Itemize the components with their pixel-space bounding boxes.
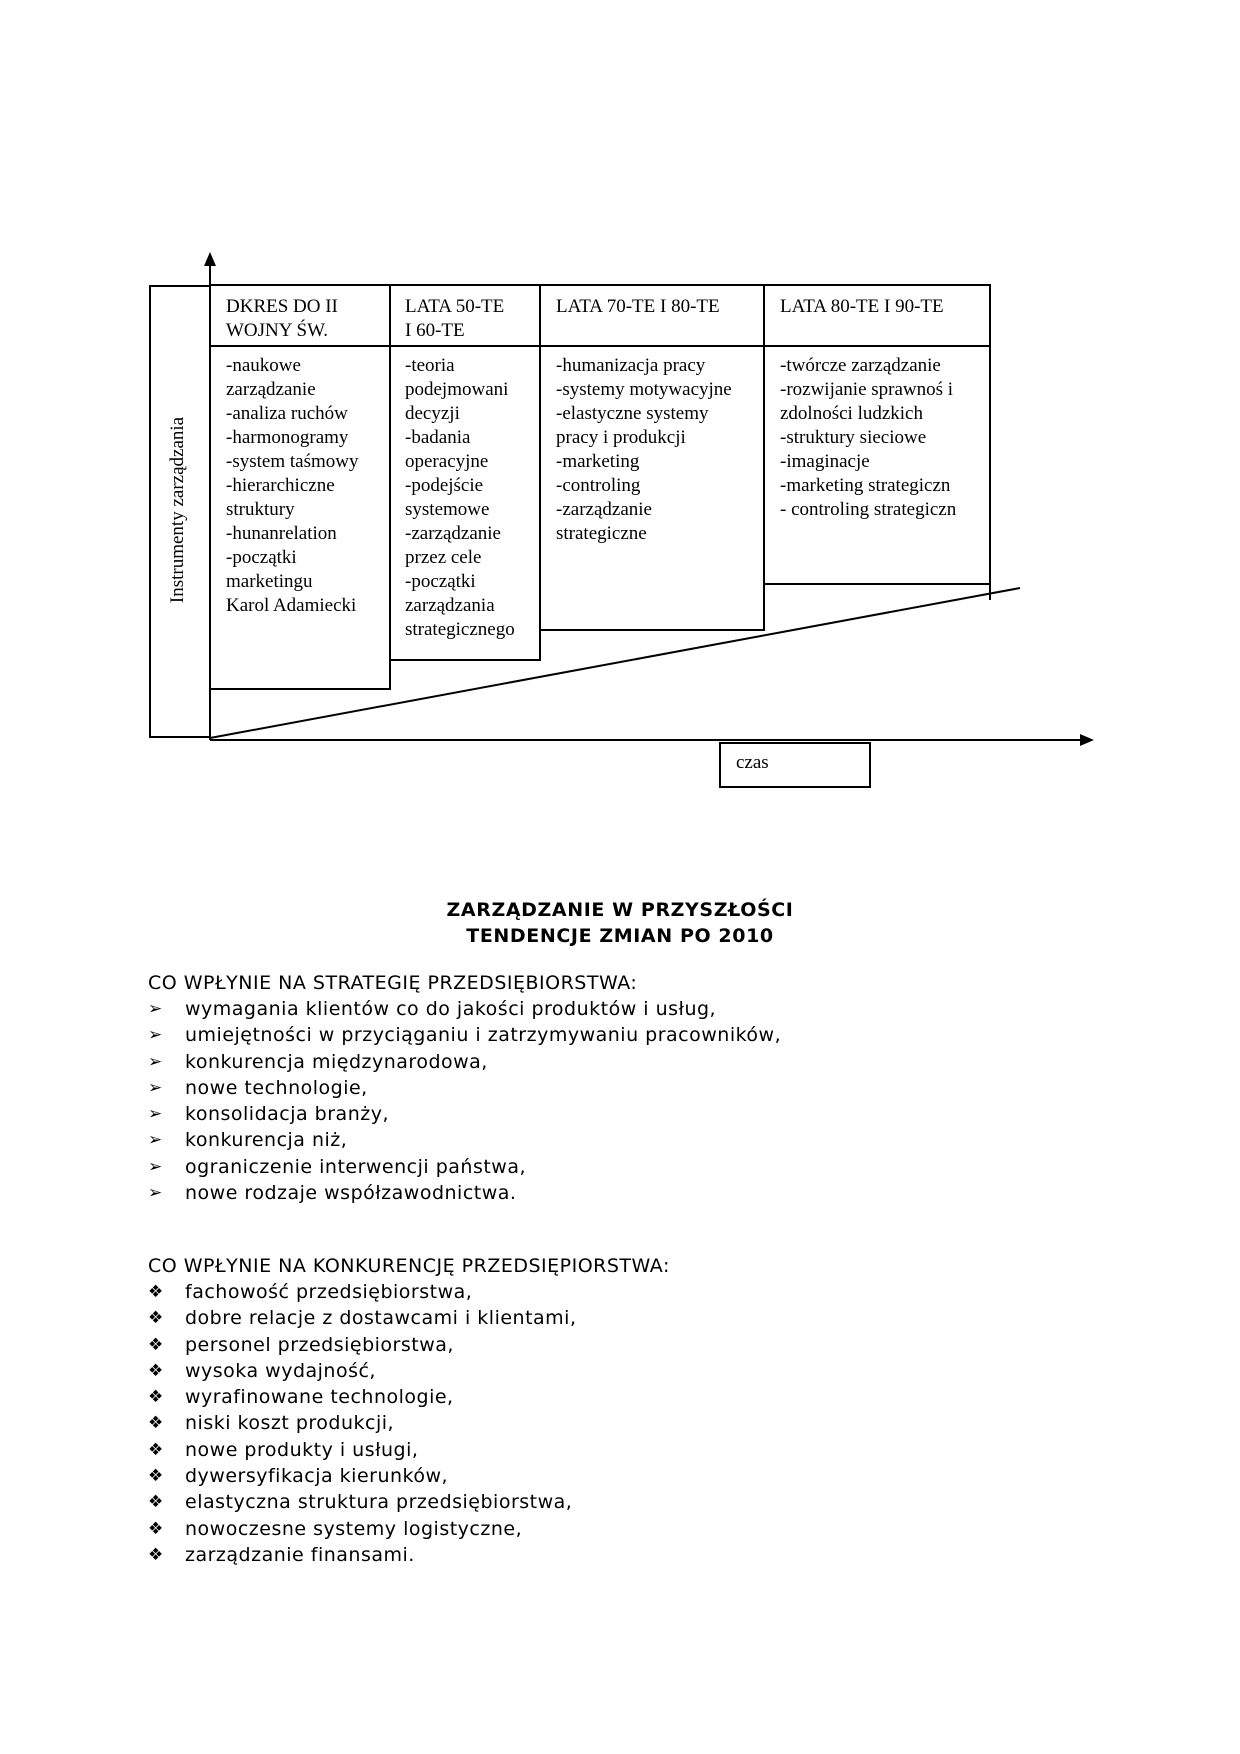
section-title: [0, 897, 1240, 949]
diamond-bullet-icon: ❖: [148, 1360, 164, 1381]
competition-heading: CO WPŁYNIE NA KONKURENCJĘ PRZEDSIĘPIORSTWA:: [148, 1255, 670, 1277]
list-item: ➢ konsolidacja branży,: [148, 1101, 1148, 1127]
arrow-bullet-icon: ➢: [148, 1104, 163, 1125]
list-item: ➢ nowe technologie,: [148, 1075, 1148, 1101]
trend-line: [210, 588, 1020, 738]
competition-section: [148, 1253, 1148, 1568]
list-item: ❖ elastyczna struktura przedsiębiorstwa,: [148, 1489, 1148, 1515]
period-1-header: DKRES DO II WOJNY ŚW.: [226, 296, 338, 341]
list-item: ➢ nowe rodzaje współzawodnictwa.: [148, 1180, 1148, 1206]
list-item: ❖ fachowość przedsiębiorstwa,: [148, 1279, 1148, 1305]
diamond-bullet-icon: ❖: [148, 1308, 164, 1329]
period-2-items: -teoria podejmowani decyzji -badania operacyjne -podejście systemowe -zarządzanie przez cele -początki zarządzania strategicznego: [405, 355, 515, 640]
strategy-heading: CO WPŁYNIE NA STRATEGIĘ PRZEDSIĘBIORSTWA:: [148, 972, 638, 994]
strategy-list: [148, 996, 1148, 1206]
title-line-2: TENDENCJE ZMIAN PO 2010: [466, 925, 774, 947]
list-item: ➢ wymagania klientów co do jakości produktów i usług,: [148, 996, 1148, 1022]
list-item: ❖ dobre relacje z dostawcami i klientami,: [148, 1305, 1148, 1331]
list-item: ➢ umiejętności w przyciąganiu i zatrzymywaniu pracowników,: [148, 1022, 1148, 1048]
list-item: ❖ wyrafinowane technologie,: [148, 1384, 1148, 1410]
y-axis-arrowhead: [204, 252, 216, 266]
list-item: ❖ wysoka wydajność,: [148, 1358, 1148, 1384]
title-line-1: ZARZĄDZANIE W PRZYSZŁOŚCI: [446, 899, 794, 921]
list-item: ❖ personel przedsiębiorstwa,: [148, 1332, 1148, 1358]
list-item: ❖ nowe produkty i usługi,: [148, 1437, 1148, 1463]
diamond-bullet-icon: ❖: [148, 1439, 164, 1460]
diamond-bullet-icon: ❖: [148, 1282, 164, 1302]
diamond-bullet-icon: ❖: [148, 1413, 164, 1434]
list-item: ➢ konkurencja międzynarodowa,: [148, 1049, 1148, 1075]
arrow-bullet-icon: ➢: [148, 1130, 163, 1151]
arrow-bullet-icon: ➢: [148, 1156, 163, 1177]
period-2-header: LATA 50-TE I 60-TE: [405, 296, 505, 341]
diamond-bullet-icon: ❖: [148, 1387, 164, 1408]
list-item: ❖ dywersyfikacja kierunków,: [148, 1463, 1148, 1489]
period-3-header: LATA 70-TE I 80-TE: [556, 296, 720, 317]
diamond-bullet-icon: ❖: [148, 1544, 164, 1565]
period-1-items: -naukowe zarządzanie -analiza ruchów -harmonogramy -system taśmowy -hierarchiczne struktury -hunanrelation -początki marketingu Karol Adamiecki: [226, 355, 359, 616]
diamond-bullet-icon: ❖: [148, 1518, 164, 1539]
diamond-bullet-icon: ❖: [148, 1492, 164, 1513]
period-4-header: LATA 80-TE I 90-TE: [780, 296, 944, 317]
list-item: ❖ nowoczesne systemy logistyczne,: [148, 1516, 1148, 1542]
arrow-bullet-icon: ➢: [148, 1183, 163, 1204]
arrow-bullet-icon: ➢: [148, 1025, 163, 1046]
competition-list: [148, 1279, 1148, 1568]
diamond-bullet-icon: ❖: [148, 1466, 164, 1487]
arrow-bullet-icon: ➢: [148, 1051, 163, 1072]
diamond-bullet-icon: ❖: [148, 1334, 164, 1355]
arrow-bullet-icon: ➢: [148, 1077, 163, 1098]
list-item: ➢ konkurencja niż,: [148, 1127, 1148, 1153]
strategy-section: [148, 970, 1148, 1206]
list-item: ❖ zarządzanie finansami.: [148, 1542, 1148, 1568]
period-3-items: -humanizacja pracy -systemy motywacyjne -elastyczne systemy pracy i produkcji -marketing -controling -zarządzanie strategiczne: [556, 355, 732, 544]
x-axis-arrowhead: [1080, 734, 1094, 746]
y-axis-label: Instrumenty zarządzania: [167, 416, 188, 604]
management-evolution-diagram: [0, 0, 1240, 800]
period-4-items: -twórcze zarządzanie -rozwijanie sprawnoś i zdolności ludzkich -struktury sieciowe -imaginacje -marketing strategiczn - controling strategiczn: [780, 355, 957, 520]
list-item: ❖ niski koszt produkcji,: [148, 1410, 1148, 1436]
axes-svg: [0, 0, 1240, 800]
list-item: ➢ ograniczenie interwencji państwa,: [148, 1154, 1148, 1180]
x-axis-label: czas: [736, 752, 769, 773]
arrow-bullet-icon: ➢: [148, 999, 163, 1019]
